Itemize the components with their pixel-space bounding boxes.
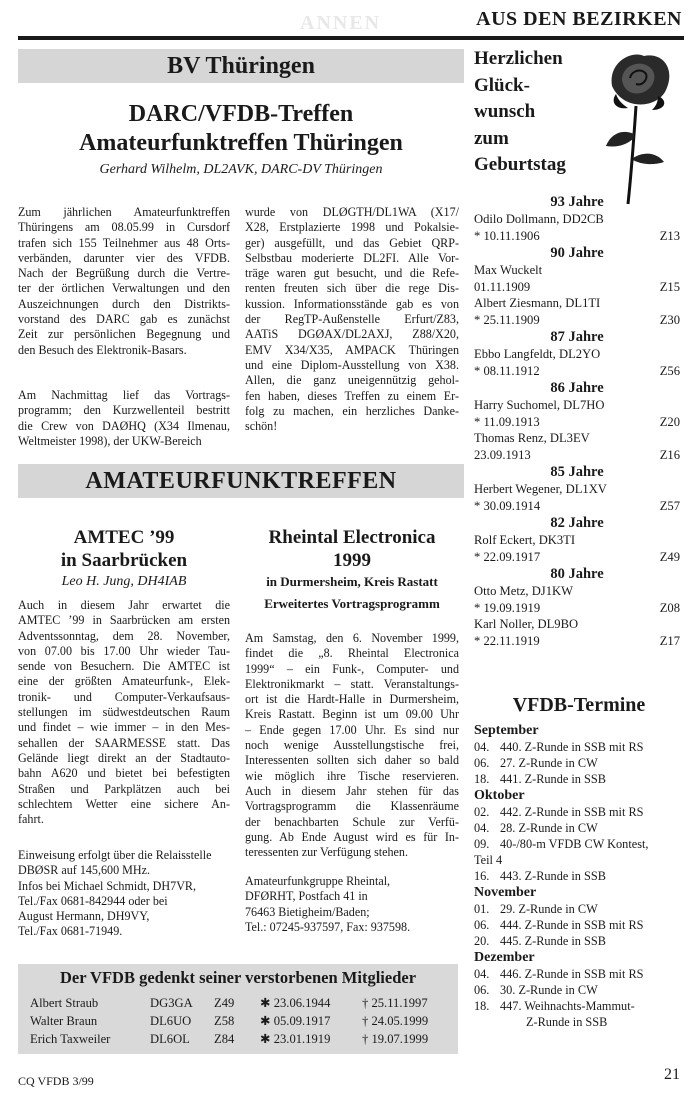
text-line: DBØSR auf 145,600 MHz.: [18, 863, 151, 878]
text-line: Auszeichnungen durch den Distrikts-: [18, 296, 230, 311]
text-line: schön!: [245, 419, 278, 434]
person-zone: Z17: [659, 633, 680, 648]
text-line: die Crew von DAØHQ (X34 Ilmenau,: [18, 418, 230, 433]
memorial-name: Albert Straub: [30, 996, 99, 1010]
rheintal-para2: [245, 874, 459, 935]
person-name: Rolf Eckert, DK3TI: [474, 533, 576, 547]
termine-text: 444. Z-Runde in SSB mit RS: [500, 918, 644, 932]
bv-col1-para2: [18, 388, 230, 449]
termine-item: [474, 982, 684, 998]
text-line: eine der größten Amateurfunk-, Elek-: [18, 674, 230, 689]
memorial-born: ✱ 23.01.1919: [260, 1032, 331, 1046]
termine-text: Z-Runde in SSB: [526, 1015, 608, 1029]
text-line: Einweisung erfolgt über die Relaisstelle: [18, 848, 212, 862]
text-line: fen haben, dieses Treffen zu einem Er-: [245, 388, 459, 403]
termine-day: 01.: [474, 902, 490, 916]
memorial-call: DL6UO: [150, 1014, 192, 1028]
termine-day: 16.: [474, 869, 490, 883]
text-line: Auch in diesem Jahr erwartet die: [18, 598, 230, 612]
text-line: sehallen der SAARMESSE statt. Das: [18, 735, 230, 750]
termine-month: Dezember: [474, 950, 535, 965]
birthday-person-date: [474, 363, 680, 380]
byline-gerhard-wilhelm: Gerhard Wilhelm, DL2AVK, DARC-DV Thüringen: [99, 162, 383, 177]
person-date: * 25.11.1909: [474, 312, 540, 327]
text-line: kussion. Informationsstände gab es von: [245, 296, 459, 311]
text-line: den Besuch des Elektronik-Basars.: [18, 342, 187, 357]
person-date: 23.09.1913: [474, 447, 531, 462]
text-line: fahrt.: [18, 812, 44, 827]
termine-text: 440. Z-Runde in SSB mit RS: [500, 740, 644, 754]
memorial-name: Erich Taxweiler: [30, 1032, 111, 1046]
termine-day: 04.: [474, 740, 490, 754]
termine-day: [474, 1014, 500, 1030]
person-name: Otto Metz, DJ1KW: [474, 584, 573, 598]
person-zone: Z20: [659, 414, 680, 429]
termine-day: 04.: [474, 967, 490, 981]
person-date: * 30.09.1914: [474, 498, 541, 513]
birthday-age: 85 Jahre: [550, 464, 604, 480]
memorial-name: Walter Braun: [30, 1014, 98, 1028]
text-line: wurde von DLØGTH/DL1WA (X17/: [245, 205, 459, 219]
text-line: August Hermann, DH9VY,: [18, 909, 150, 924]
text-line: trafen sich 155 Teilnehmer aus 48 Orts-: [18, 235, 230, 250]
person-zone: Z15: [659, 279, 680, 294]
text-line: verbänden, darunter vier des VFDB.: [18, 250, 230, 265]
text-line: von 07.00 bis 17.00 Uhr wieder Tau-: [18, 643, 230, 658]
birthday-person-name: [474, 616, 680, 633]
text-line: Adventssonntag, dem 28. November,: [18, 628, 230, 643]
text-line: noch wenige Ausstellungstische frei,: [245, 738, 459, 753]
birthday-person-name: [474, 583, 680, 600]
birthday-person-date: [474, 600, 680, 617]
text-line: teressenten zur Verfügung stehen.: [245, 845, 408, 860]
ghost-header-text: ANNEN: [300, 12, 382, 34]
text-line: Tel./Fax 0681-71949.: [18, 924, 123, 939]
person-name: Thomas Renz, DL3EV: [474, 431, 590, 445]
termine-item: [474, 771, 684, 787]
text-line: Weltmeister 1998), der UKW-Bereich: [18, 433, 202, 448]
text-line: der benachbarten Schule zur Verfü-: [245, 814, 459, 829]
text-line: findet die „8. Rheintal Electronica: [245, 646, 459, 661]
text-line: 1999“ – ein Funk-, Computer- und: [245, 661, 459, 676]
birthday-person-name: [474, 397, 680, 414]
rheintal-title-1: Rheintal Electronica: [268, 527, 436, 548]
person-name: Max Wuckelt: [474, 263, 543, 277]
termine-day: 09.: [474, 837, 490, 851]
rheintal-para1: [245, 631, 459, 860]
text-line: stellungen im südwestdeutschen Raum: [18, 705, 230, 720]
text-line: – Ende gegen 17.00 Uhr. Es sind nur: [245, 722, 459, 737]
termine-text: 447. Weihnachts-Mammut-: [500, 999, 635, 1013]
text-line: Am Samstag, den 6. November 1999,: [245, 631, 459, 645]
birthday-heading-line: Herzlichen: [474, 48, 563, 69]
text-line: renten freuten sich über die rege Dis-: [245, 281, 459, 296]
birthday-person-date: [474, 228, 680, 245]
rheintal-title-2: 1999: [333, 550, 371, 571]
person-date: * 22.11.1919: [474, 633, 540, 648]
termine-text: 27. Z-Runde in CW: [500, 756, 598, 770]
text-line: Tel./Fax 0681-842944 oder bei: [18, 893, 168, 908]
text-line: Kreis Rastatt. Beginn ist um 09.00 Uhr: [245, 707, 459, 722]
birthday-heading: [474, 46, 566, 179]
birthday-list: [474, 193, 680, 649]
text-line: ger) ausgefüllt, und das Gebiet QRP-: [245, 235, 459, 250]
termine-day: 06.: [474, 918, 490, 932]
text-line: Interessenten sollten sich daher so bald: [245, 753, 459, 768]
person-zone: Z56: [659, 363, 680, 378]
person-date: * 10.11.1906: [474, 228, 540, 243]
termine-text: 29. Z-Runde in CW: [500, 902, 598, 916]
text-line: Vortragsprogramm die Klassenräume: [245, 799, 459, 814]
rheintal-subtitle-1: in Durmersheim, Kreis Rastatt: [266, 574, 438, 589]
birthday-age: 93 Jahre: [550, 194, 604, 210]
person-zone: Z49: [659, 549, 680, 564]
memorial-born: ✱ 05.09.1917: [260, 1014, 331, 1028]
text-line: wie möglich ihre Tische reservieren.: [245, 768, 459, 783]
birthday-heading-line: wunsch: [474, 101, 536, 122]
section-bar-amateurfunktreffen: AMATEURFUNKTREFFEN: [18, 464, 464, 498]
termine-day: 02.: [474, 805, 490, 819]
text-line: sende von Besuchern. Die AMTEC ist: [18, 659, 230, 674]
text-line: Selbstbau moderierte DL2FI. Alle Vor-: [245, 250, 459, 265]
termine-item: [474, 868, 684, 884]
termine-month: November: [474, 885, 537, 900]
text-line: träge waren gut besucht, und die Refe-: [245, 266, 459, 281]
termine-day: 06.: [474, 756, 490, 770]
termine-title: VFDB-Termine: [512, 694, 646, 716]
memorial-zone: Z58: [214, 1014, 235, 1028]
text-line: bahn A620 und bietet bei befestigten: [18, 766, 230, 781]
termine-text: 30. Z-Runde in CW: [500, 983, 598, 997]
headline-darc-vfdb: DARC/VFDB-Treffen: [128, 101, 354, 127]
birthday-age: 86 Jahre: [550, 380, 604, 396]
text-line: der RegTP-Außenstelle Erfurt/Z83,: [245, 312, 459, 327]
person-name: Ebbo Langfeldt, DL2YO: [474, 347, 601, 361]
text-line: ter der örtlichen Verwaltungen und den: [18, 281, 230, 296]
memorial-died: † 24.05.1999: [362, 1014, 429, 1028]
memorial-died: † 25.11.1997: [362, 996, 428, 1010]
termine-day: 18.: [474, 999, 490, 1013]
birthday-person-name: [474, 532, 680, 549]
termine-month: September: [474, 723, 539, 738]
text-line: EMV X34/X35, AMPACK Thüringen: [245, 342, 459, 357]
amtec-para2: [18, 848, 230, 940]
termine-item: [474, 852, 684, 868]
termine-day: 20.: [474, 934, 490, 948]
text-line: Zum jährlichen Amateurfunktreffen: [18, 205, 230, 219]
amtec-title-2: in Saarbrücken: [60, 550, 188, 571]
text-line: und eine Diplom-Ausstellung von X38.: [245, 357, 459, 372]
termine-day: 04.: [474, 821, 490, 835]
text-line: Thüringens am 08.05.99 in Cursdorf: [18, 220, 230, 235]
birthday-person-date: [474, 549, 680, 566]
birthday-heading-line: Geburtstag: [474, 154, 566, 175]
termine-text: 442. Z-Runde in SSB mit RS: [500, 805, 644, 819]
text-line: Tel.: 07245-937597, Fax: 937598.: [245, 919, 411, 934]
birthday-age: 82 Jahre: [550, 515, 604, 531]
text-line: Am Nachmittag lief das Vortrags-: [18, 388, 230, 402]
footer-publication: CQ VFDB 3/99: [18, 1074, 94, 1088]
person-zone: Z08: [659, 600, 680, 615]
birthday-heading-line: Glück-: [474, 74, 530, 96]
birthday-heading-line: zum: [474, 127, 509, 149]
birthday-person-date: [474, 279, 680, 296]
termine-text: 443. Z-Runde in SSB: [500, 869, 606, 883]
text-line: Gelände liegt direkt an der Stadtauto-: [18, 750, 230, 765]
termine-text: 441. Z-Runde in SSB: [500, 772, 606, 786]
termine-item: [474, 836, 684, 852]
person-date: 01.11.1909: [474, 279, 531, 294]
birthday-person-date: [474, 633, 680, 650]
text-line: Allen, die ganz uneigennützig gehol-: [245, 373, 459, 388]
text-line: gung. Ab Ende August wird es für In-: [245, 829, 459, 844]
person-name: Albert Ziesmann, DL1TI: [474, 296, 601, 310]
person-zone: Z16: [659, 447, 680, 462]
termine-item: [474, 1014, 684, 1030]
birthday-age: 80 Jahre: [550, 566, 604, 582]
memorial-call: DL6OL: [150, 1032, 190, 1046]
text-line: tronik- und Computer-Verkaufsaus-: [18, 689, 230, 704]
birthday-person-date: [474, 312, 680, 329]
amtec-byline: Leo H. Jung, DH4IAB: [61, 574, 187, 589]
memorial-row: [18, 1013, 458, 1029]
text-line: X28, Erstplazierte 1998 und Pokalsie-: [245, 220, 459, 235]
termine-item: [474, 901, 684, 917]
text-line: Infos bei Michael Schmidt, DH7VR,: [18, 878, 197, 893]
amtec-title-1: AMTEC ’99: [73, 527, 175, 548]
birthday-person-date: [474, 498, 680, 515]
text-line: Auch in diesem Jahr stehen für das: [245, 783, 459, 798]
termine-text: 446. Z-Runde in SSB mit RS: [500, 967, 644, 981]
rheintal-subtitle-2: Erweitertes Vortragsprogramm: [264, 596, 440, 611]
person-name: Karl Noller, DL9BO: [474, 617, 579, 631]
text-line: AATiS DGØAX/DL2AXJ, Z88/X20,: [245, 327, 459, 342]
termine-item: [474, 804, 684, 820]
text-line: 76463 Bietigheim/Baden;: [245, 904, 370, 919]
text-line: programm; den Kurzwellenteil bestritt: [18, 403, 230, 418]
birthday-person-date: [474, 414, 680, 431]
memorial-born: ✱ 23.06.1944: [260, 996, 331, 1010]
memorial-row: [18, 995, 458, 1011]
text-line: folg zu machen, ein herzliches Danke-: [245, 403, 459, 418]
person-date: * 11.09.1913: [474, 414, 540, 429]
bv-col2-para: [245, 205, 459, 434]
text-line: AMTEC ’99 in Saarbrücken am ersten: [18, 613, 230, 628]
termine-text: 28. Z-Runde in CW: [500, 821, 598, 835]
memorial-title: Der VFDB gedenkt seiner verstorbenen Mitglieder: [59, 968, 417, 987]
memorial-zone: Z84: [214, 1032, 235, 1046]
termine-text: 40-/80-m VFDB CW Kontest,: [500, 837, 649, 851]
person-name: Harry Suchomel, DL7HO: [474, 398, 605, 412]
page-number: 21: [664, 1066, 680, 1083]
amtec-para1: [18, 598, 230, 827]
text-line: ort ist die Hardt-Halle in Durmersheim,: [245, 692, 459, 707]
termine-day: 06.: [474, 983, 490, 997]
termine-item: [474, 820, 684, 836]
text-line: schlechtem Wetter eine sichere An-: [18, 796, 230, 811]
termine-item: [474, 933, 684, 949]
birthday-person-name: [474, 346, 680, 363]
birthday-person-name: [474, 211, 680, 228]
person-name: Odilo Dollmann, DD2CB: [474, 212, 604, 226]
bv-col1-para1: [18, 205, 230, 358]
birthday-age: 87 Jahre: [550, 329, 604, 345]
termine-text: 445. Z-Runde in SSB: [500, 934, 606, 948]
text-line: und findet – wie immer – in den Mes-: [18, 720, 230, 735]
termine-item: [474, 739, 684, 755]
text-line: Straßen und Parkplätzen auch bei: [18, 781, 230, 796]
memorial-call: DG3GA: [150, 996, 193, 1010]
text-line: Elektronikmarkt – statt. Veranstaltungs-: [245, 676, 459, 691]
memorial-box: [18, 964, 458, 1054]
person-name: Herbert Wegener, DL1XV: [474, 482, 607, 496]
header-rule: [18, 36, 684, 40]
text-line: Zeit zur persönlichen Begegnung und: [18, 327, 230, 342]
birthday-person-name: [474, 262, 680, 279]
person-zone: Z13: [659, 228, 680, 243]
termine-list: [474, 722, 684, 1030]
birthday-person-name: [474, 295, 680, 312]
termine-day: 18.: [474, 772, 490, 786]
person-zone: Z30: [659, 312, 680, 327]
termine-item: [474, 966, 684, 982]
person-date: * 19.09.1919: [474, 600, 541, 615]
text-line: vorstand des DARC gab es zunächst: [18, 312, 230, 327]
memorial-died: † 19.07.1999: [362, 1032, 429, 1046]
birthday-age: 90 Jahre: [550, 245, 604, 261]
birthday-person-name: [474, 430, 680, 447]
text-line: Nach der Begrüßung durch die Vertre-: [18, 266, 230, 281]
header-banner: AUS DEN BEZIRKEN: [476, 8, 682, 30]
termine-text: Teil 4: [474, 853, 503, 867]
text-line: DFØRHT, Postfach 41 in: [245, 889, 368, 904]
section-bar-bv-thueringen: BV Thüringen: [18, 49, 464, 83]
text-line: Amateurfunkgruppe Rheintal,: [245, 874, 391, 888]
person-date: * 08.11.1912: [474, 363, 540, 378]
termine-item: [474, 755, 684, 771]
birthday-person-date: [474, 447, 680, 464]
rose-icon: [592, 46, 680, 206]
person-zone: Z57: [659, 498, 680, 513]
headline-amateurfunktreffen: Amateurfunktreffen Thüringen: [79, 130, 403, 156]
memorial-row: [18, 1031, 458, 1047]
birthday-person-name: [474, 481, 680, 498]
termine-month: Oktober: [474, 788, 525, 803]
termine-item: [474, 917, 684, 933]
memorial-zone: Z49: [214, 996, 235, 1010]
termine-item: [474, 998, 684, 1014]
person-date: * 22.09.1917: [474, 549, 541, 564]
